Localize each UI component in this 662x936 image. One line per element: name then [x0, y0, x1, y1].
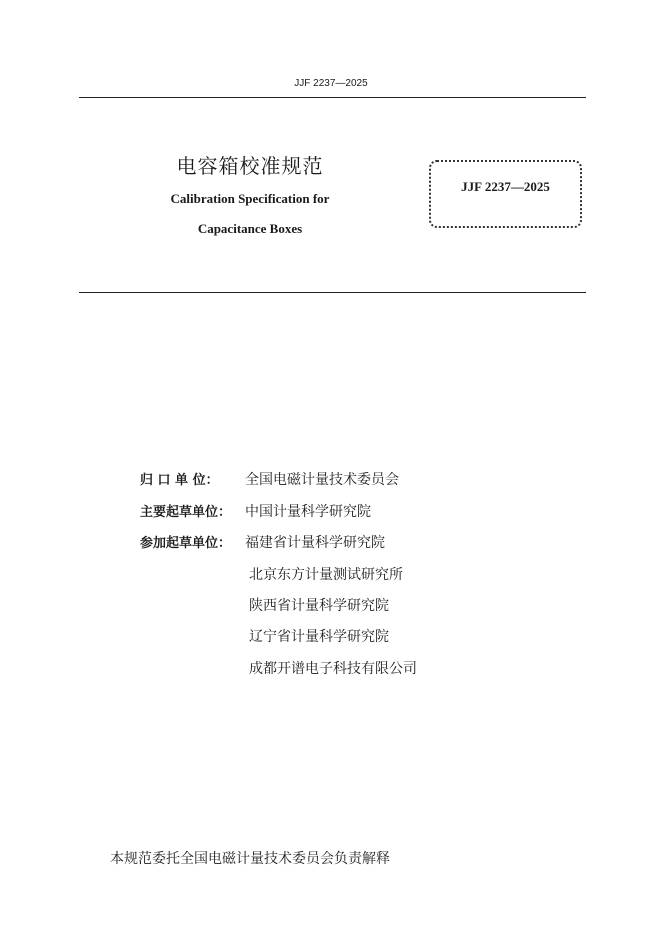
- title-chinese: 电容箱校准规范: [176, 154, 324, 178]
- main-drafter-label: 主要起草单位：: [140, 505, 232, 520]
- participant-org: 成都开谱电子科技有限公司: [249, 661, 417, 677]
- responsible-unit-row: [140, 470, 399, 490]
- interpretation-note: 本规范委托全国电磁计量技术委员会负责解释: [110, 851, 390, 867]
- participant-org: 陕西省计量科学研究院: [249, 598, 389, 614]
- participant-org: 辽宁省计量科学研究院: [249, 629, 389, 645]
- participant-org: 北京东方计量测试研究所: [249, 567, 403, 583]
- participant-org: 福建省计量科学研究院: [245, 535, 385, 551]
- bottom-divider: [79, 292, 586, 293]
- participants-label: 参加起草单位：: [140, 536, 232, 551]
- top-divider: [79, 97, 586, 98]
- title-english-line1: Calibration Specification for: [170, 191, 330, 206]
- specification-code-box: [429, 160, 582, 228]
- specification-code: JJF 2237—2025: [461, 179, 550, 194]
- main-drafter-value: 中国计量科学研究院: [245, 504, 371, 520]
- title-english-line2: Capacitance Boxes: [197, 221, 303, 236]
- main-drafter-row: [140, 502, 371, 522]
- responsible-unit-value: 全国电磁计量技术委员会: [245, 472, 399, 488]
- responsible-unit-label: 归 口 单 位：: [140, 473, 219, 488]
- header-code: JJF 2237—2025: [294, 78, 368, 89]
- participants-row: [140, 533, 385, 553]
